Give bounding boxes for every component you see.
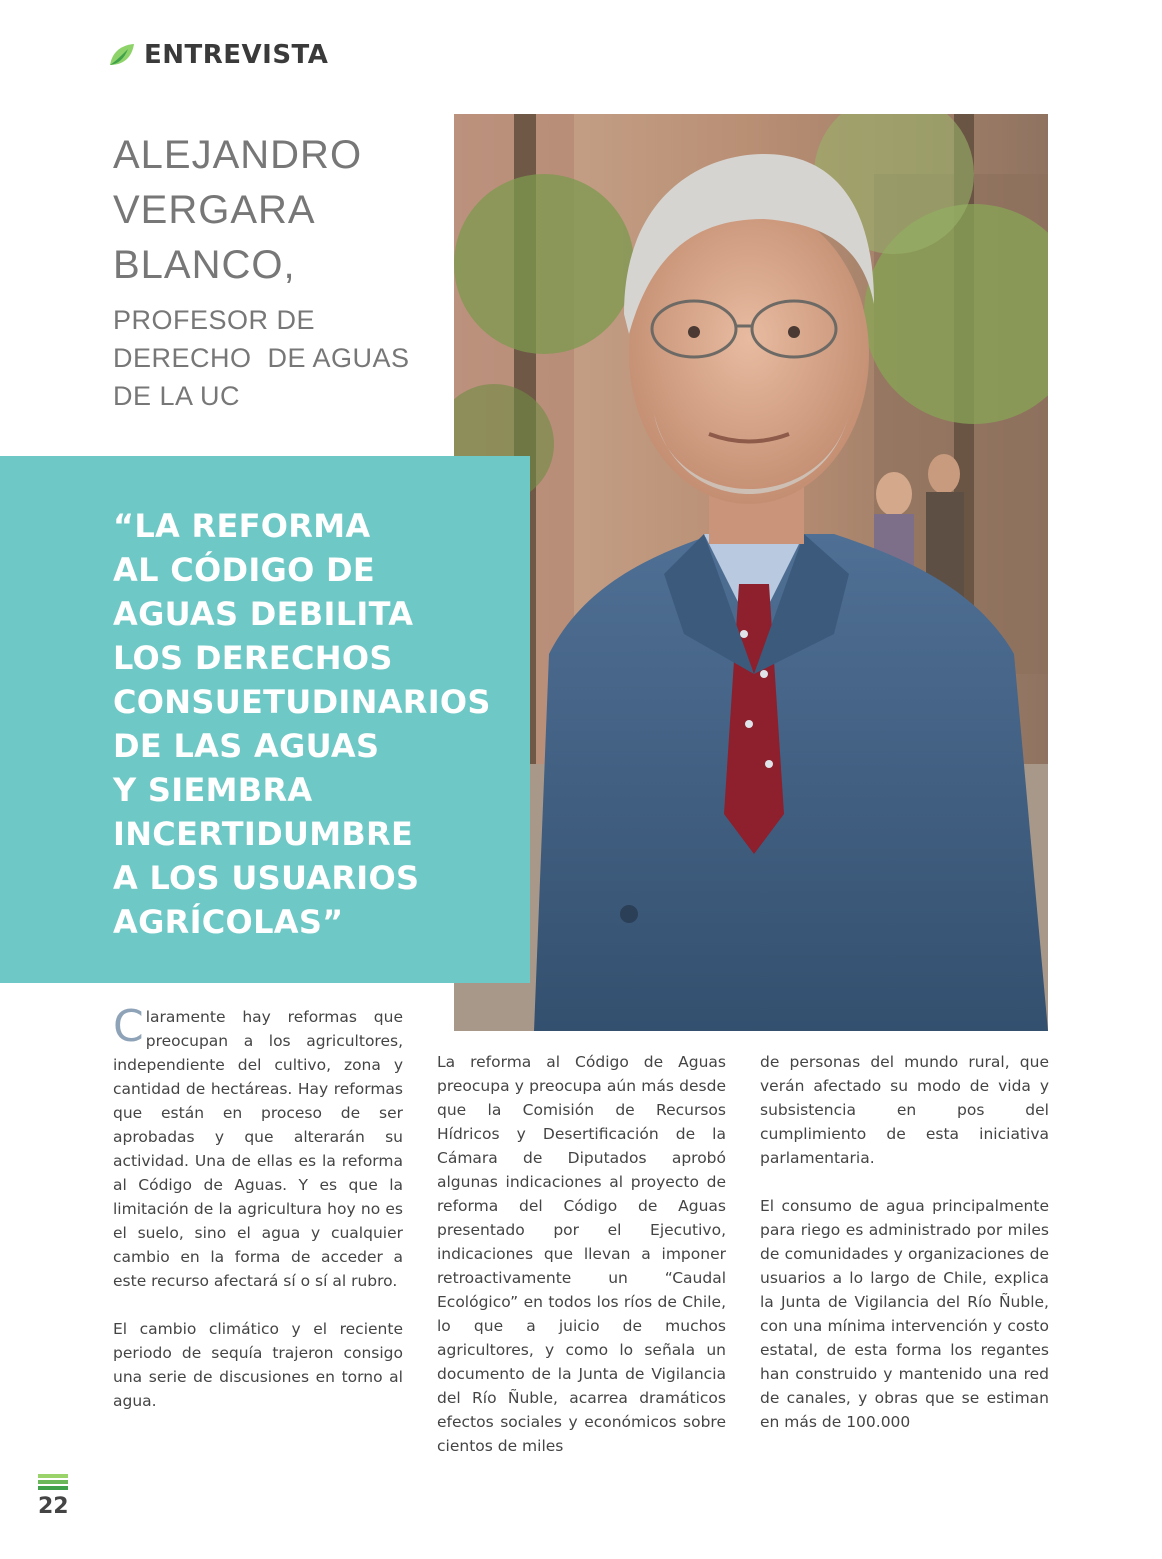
interviewee-header: [113, 128, 443, 415]
page-number: 22: [38, 1494, 69, 1519]
paragraph: de personas del mundo rural, que verán afectado su modo de vida y subsistencia en pos del cumplimiento de esta iniciativa parlamentaria.: [760, 1053, 1049, 1167]
marker-bar: [38, 1486, 68, 1490]
article-column-3: [760, 1050, 1049, 1458]
pull-quote-text: “LA REFORMA AL CÓDIGO DE AGUAS DEBILITA LOS DERECHOS CONSUETUDINARIOS DE LAS AGUAS Y SIEMBRA INCERTIDUMBRE A LOS USUARIOS AGRÍCOLAS”: [113, 507, 491, 941]
paragraph: El cambio climático y el reciente periodo de sequía trajeron consigo una serie de discusiones en torno al agua.: [113, 1320, 403, 1410]
role-line-2: DERECHO DE AGUAS: [113, 343, 410, 373]
dropcap: C: [113, 1001, 144, 1052]
name-line-3: BLANCO,: [113, 243, 296, 287]
portrait-photo: [454, 114, 1048, 1031]
role-line-3: DE LA UC: [113, 381, 241, 411]
paragraph: El consumo de agua principalmente para riego es administrado por miles de comunidades y organizaciones de usuarios a lo largo de Chile, explica la Junta de Vigilancia del Río Ñuble, con una mínima intervención y costo estatal, de esta forma los regantes han construido y mantenido una red de canales, y obras que se estiman en más de 100.000: [760, 1197, 1049, 1431]
role-text: [113, 301, 443, 415]
name-line-2: VERGARA: [113, 188, 316, 232]
portrait-illustration: [454, 114, 1048, 1031]
section-tag: [108, 40, 328, 70]
paragraph-text: laramente hay reformas que preocupan a los agricultores, independiente del cultivo, zona y cantidad de hectáreas. Hay reformas que están en proceso de ser aprobadas y que alterarán su actividad. Una de ellas es la reforma al Código de Aguas. Y es que la limitación de la agricultura hoy no es el suelo, sino el agua y cualquier cambio en la forma de acceder a este recurso afectará sí o sí al rubro.: [113, 1008, 403, 1290]
page-marker: [38, 1474, 69, 1519]
name-line-1: ALEJANDRO: [113, 133, 363, 177]
marker-bar: [38, 1480, 68, 1484]
paragraph: [113, 1001, 403, 1293]
paragraph: La reforma al Código de Aguas preocupa y preocupa aún más desde que la Comisión de Recursos Hídricos y Desertificación de la Cámara de Diputados aprobó algunas indicaciones al proyecto de reforma del Código de Aguas presentado por el Ejecutivo, indicaciones que llevan a imponer retroactivamente un “Caudal Ecológico” en todos los ríos de Chile, lo que a juicio de muchos agricultores, y como lo señala un documento de la Junta de Vigilancia del Río Ñuble, acarrea dramáticos efectos sociales y económicos sobre cientos de miles: [437, 1053, 726, 1455]
pull-quote-box: [0, 456, 530, 983]
leaf-icon: [108, 41, 136, 69]
section-label: ENTREVISTA: [144, 40, 329, 70]
article-column-2: [437, 1050, 726, 1482]
role-line-1: PROFESOR DE: [113, 305, 316, 335]
article-column-1: [113, 1001, 403, 1437]
marker-bar: [38, 1474, 68, 1478]
